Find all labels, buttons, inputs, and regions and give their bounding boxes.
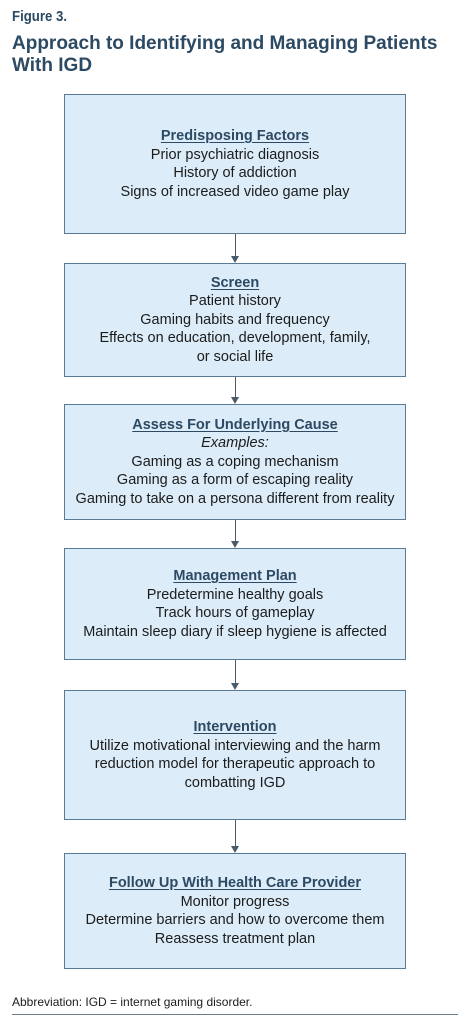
- flow-arrow: [229, 234, 241, 263]
- flow-box-assess-underlying-cause: [64, 404, 406, 520]
- box-line: Determine barriers and how to overcome them: [85, 912, 385, 928]
- box-line: reduction model for therapeutic approach to: [94, 756, 376, 772]
- flow-arrow: [229, 660, 241, 690]
- box-line: Patient history: [189, 293, 281, 310]
- box-subheading: Examples:: [201, 435, 269, 452]
- box-line: or social life: [196, 348, 274, 365]
- figure-label: Figure 3.: [12, 8, 68, 25]
- flow-box-screen: [64, 263, 406, 377]
- flow-box-follow-up: [64, 853, 406, 969]
- abbreviation-footnote: Abbreviation: IGD = internet gaming disorder.: [12, 995, 253, 1009]
- box-line: History of addiction: [173, 165, 297, 181]
- box-line: Prior psychiatric diagnosis: [150, 146, 320, 163]
- flow-box-intervention: [64, 690, 406, 820]
- box-line: combatting IGD: [184, 774, 286, 791]
- box-heading: Follow Up With Health Care Provider: [108, 875, 362, 891]
- flow-box-management-plan: [64, 548, 406, 660]
- box-heading: Management Plan: [173, 568, 297, 584]
- box-line: Gaming as a coping mechanism: [131, 453, 339, 470]
- box-line: Maintain sleep diary if sleep hygiene is affected: [83, 623, 387, 640]
- flow-arrow: [229, 520, 241, 548]
- box-line: Monitor progress: [180, 893, 290, 910]
- box-line: Effects on education, development, family,: [99, 330, 371, 347]
- box-heading: Intervention: [193, 719, 277, 735]
- flow-arrow: [229, 820, 241, 853]
- box-line: Track hours of gameplay: [155, 605, 315, 621]
- box-heading: Screen: [210, 274, 260, 291]
- box-heading: Assess For Underlying Cause: [132, 416, 338, 433]
- box-line: Predetermine healthy goals: [146, 586, 324, 603]
- flow-arrow: [229, 377, 241, 404]
- footer-rule: [12, 1014, 458, 1015]
- box-line: Signs of increased video game play: [120, 183, 350, 200]
- figure-title: Approach to Identifying and Managing Patients With IGD: [12, 33, 438, 76]
- box-line: Reassess treatment plan: [154, 930, 316, 947]
- box-line: Gaming habits and frequency: [140, 311, 330, 328]
- box-line: Utilize motivational interviewing and the harm: [89, 737, 381, 754]
- box-line: Gaming as a form of escaping reality: [116, 472, 354, 489]
- box-heading: Predisposing Factors: [160, 128, 310, 144]
- flow-box-predisposing-factors: [64, 94, 406, 234]
- box-line: Gaming to take on a persona different from reality: [75, 490, 395, 507]
